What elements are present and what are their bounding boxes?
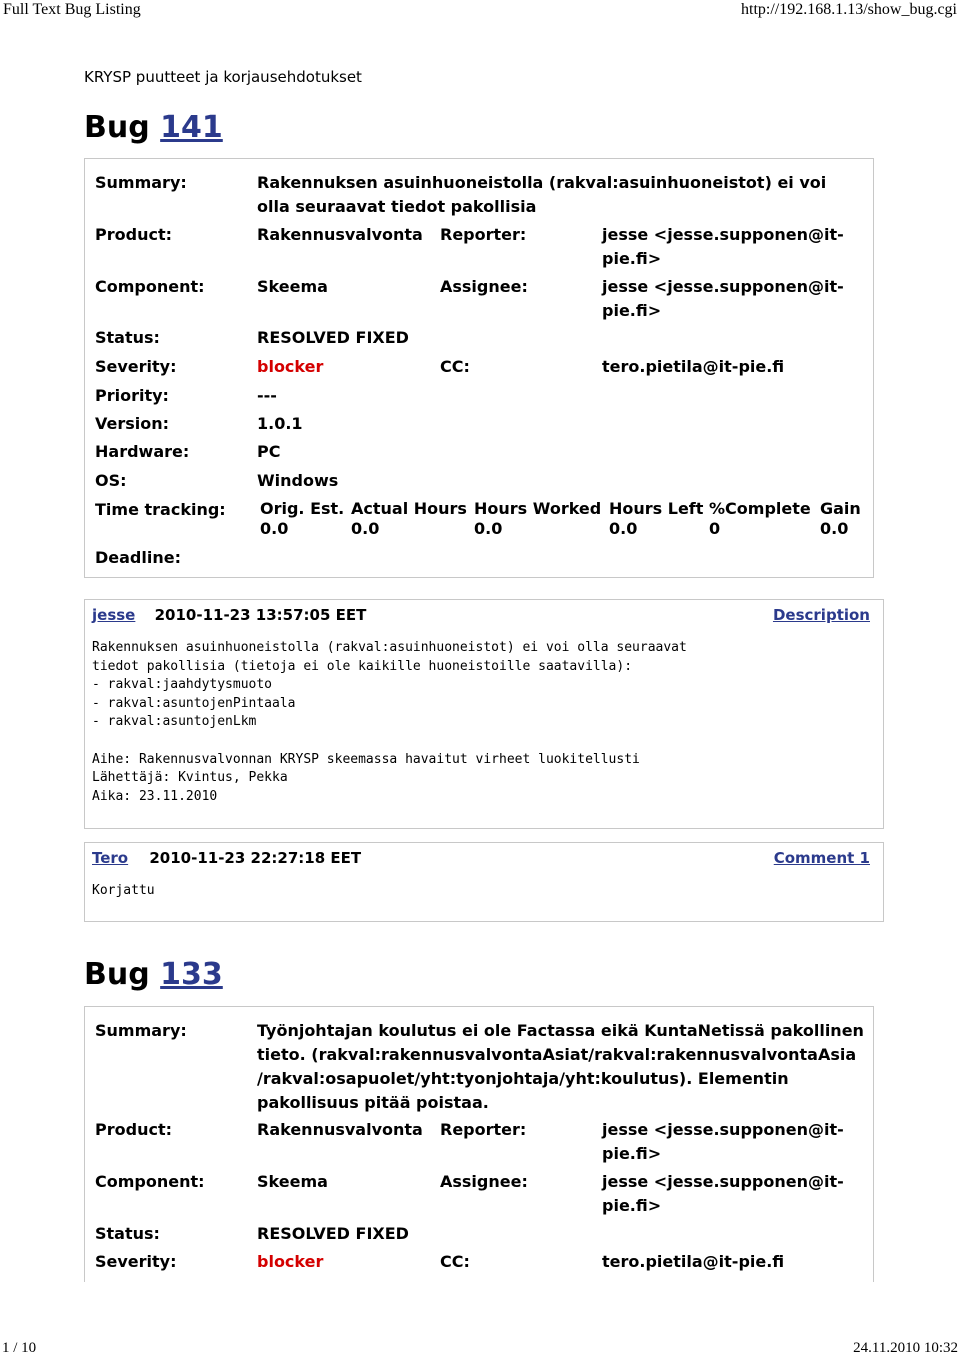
- product-value: Rakennusvalvonta: [257, 225, 423, 244]
- time-value: 0.0: [820, 519, 849, 538]
- assignee-line: pie.fi>: [602, 1196, 662, 1215]
- assignee-value: [602, 275, 852, 323]
- bug-heading-prefix: Bug: [84, 957, 150, 992]
- priority-label: Priority:: [95, 386, 169, 405]
- reporter-value: [602, 223, 852, 271]
- comment-line: - rakval:asuntojenLkm: [92, 714, 257, 730]
- comment-line: Lähettäjä: Kvintus, Pekka: [92, 770, 288, 786]
- status-label: Status:: [95, 328, 160, 347]
- time-header: Gain: [820, 499, 861, 518]
- comment-author-link[interactable]: jesse: [92, 606, 136, 624]
- product-label: Product:: [95, 1120, 172, 1139]
- summary-line: tieto. (rakval:rakennusvalvontaAsiat/rakval:rakennusvalvontaAsia: [257, 1045, 857, 1064]
- print-url: http://192.168.1.13/show_bug.cgi: [741, 1, 957, 18]
- time-header: Orig. Est.: [260, 499, 345, 518]
- hardware-label: Hardware:: [95, 442, 190, 461]
- severity-value: blocker: [257, 357, 324, 376]
- status-value: RESOLVED FIXED: [257, 328, 409, 347]
- comment-anchor: [774, 849, 870, 867]
- print-datetime: 24.11.2010 10:32: [853, 1340, 958, 1356]
- comment-line: [92, 732, 687, 751]
- time-header: %Complete: [709, 499, 811, 518]
- priority-value: ---: [257, 386, 277, 405]
- summary-line: Työnjohtajan koulutus ei ole Factassa eikä KuntaNetissä pakollinen: [257, 1021, 864, 1040]
- summary-line: Rakennuksen asuinhuoneistolla (rakval:asuinhuoneistot) ei voi: [257, 173, 827, 192]
- component-value: Skeema: [257, 277, 328, 296]
- time-value: 0: [709, 519, 721, 538]
- reporter-line: jesse <jesse.supponen@it-: [602, 225, 844, 244]
- cc-value: tero.pietila@it-pie.fi: [602, 357, 785, 376]
- comment-line: Rakennuksen asuinhuoneistolla (rakval:asuinhuoneistot) ei voi olla seuraavat: [92, 640, 687, 655]
- time-tracking-label: Time tracking:: [95, 500, 226, 519]
- cc-label: CC:: [440, 1252, 470, 1271]
- os-label: OS:: [95, 471, 127, 490]
- bug-133-heading: [84, 957, 223, 992]
- reporter-value: [602, 1118, 852, 1166]
- comment-description: [84, 599, 884, 829]
- comment-line: - rakval:asuntojenPintaala: [92, 695, 296, 711]
- reporter-line: pie.fi>: [602, 1144, 662, 1163]
- severity-value: blocker: [257, 1252, 324, 1271]
- bug-heading-prefix: Bug: [84, 110, 150, 145]
- version-label: Version:: [95, 414, 170, 433]
- assignee-line: jesse <jesse.supponen@it-: [602, 277, 844, 296]
- comment-1-link[interactable]: Comment 1: [773, 849, 870, 867]
- print-title: Full Text Bug Listing: [3, 1, 141, 18]
- os-value: Windows: [257, 471, 339, 490]
- time-value: 0.0: [474, 519, 503, 538]
- comment-line: Aika: 23.11.2010: [92, 788, 218, 804]
- time-value: 0.0: [351, 519, 380, 538]
- version-value: 1.0.1: [257, 414, 303, 433]
- comment-anchor: [773, 606, 870, 624]
- reporter-line: pie.fi>: [602, 249, 662, 268]
- assignee-value: [602, 1170, 852, 1218]
- bug-133-link[interactable]: 133: [160, 957, 223, 992]
- comment-author-link[interactable]: Tero: [92, 849, 129, 867]
- assignee-line: jesse <jesse.supponen@it-: [602, 1172, 844, 1191]
- reporter-label: Reporter:: [440, 225, 527, 244]
- product-value: Rakennusvalvonta: [257, 1120, 423, 1139]
- time-header: Hours Left: [609, 499, 704, 518]
- comment-body: [92, 639, 687, 806]
- summary-label: Summary:: [95, 1021, 187, 1040]
- summary-line: olla seuraavat tiedot pakollisia: [257, 197, 537, 216]
- print-footer: [0, 1340, 960, 1358]
- assignee-label: Assignee:: [440, 277, 528, 296]
- bug-141-fields: [84, 158, 874, 578]
- comment-line: tiedot pakollisia (tietoja ei ole kaikille huoneistoille saatavilla):: [92, 658, 633, 674]
- comment-header: [92, 849, 361, 867]
- comment-date: 2010-11-23 22:27:18 EET: [149, 849, 362, 867]
- comment-line: Aihe: Rakennusvalvonnan KRYSP skeemassa havaitut virheet luokitellusti: [92, 751, 640, 767]
- summary-value: [257, 1019, 869, 1115]
- page-number: 1 / 10: [2, 1340, 37, 1356]
- cc-value: tero.pietila@it-pie.fi: [602, 1252, 785, 1271]
- product-label: Product:: [95, 225, 172, 244]
- time-header: Hours Worked: [474, 499, 602, 518]
- assignee-line: pie.fi>: [602, 301, 662, 320]
- deadline-label: Deadline:: [95, 548, 181, 567]
- cc-label: CC:: [440, 357, 470, 376]
- summary-line: pakollisuus pitää poistaa.: [257, 1093, 489, 1112]
- bug-141-heading: [84, 110, 223, 145]
- severity-label: Severity:: [95, 1252, 177, 1271]
- time-value: 0.0: [260, 519, 289, 538]
- comment-body: Korjattu: [92, 883, 155, 898]
- reporter-line: jesse <jesse.supponen@it-: [602, 1120, 844, 1139]
- print-header: [0, 0, 960, 22]
- summary-value: [257, 171, 857, 219]
- product-subtitle: KRYSP puutteet ja korjausehdotukset: [84, 68, 362, 86]
- comment-1: [84, 842, 884, 922]
- severity-label: Severity:: [95, 357, 177, 376]
- comment-line: - rakval:jaahdytysmuoto: [92, 677, 273, 693]
- component-label: Component:: [95, 1172, 205, 1191]
- component-value: Skeema: [257, 1172, 328, 1191]
- summary-line: /rakval:osapuolet/yht:tyonjohtaja/yht:koulutus). Elementin: [257, 1069, 789, 1088]
- comment-date: 2010-11-23 13:57:05 EET: [154, 606, 367, 624]
- summary-label: Summary:: [95, 173, 187, 192]
- time-header: Actual Hours: [351, 499, 467, 518]
- bug-141-link[interactable]: 141: [160, 110, 223, 145]
- component-label: Component:: [95, 277, 205, 296]
- hardware-value: PC: [257, 442, 281, 461]
- comment-header: [92, 606, 366, 624]
- assignee-label: Assignee:: [440, 1172, 528, 1191]
- reporter-label: Reporter:: [440, 1120, 527, 1139]
- description-link[interactable]: Description: [772, 606, 870, 624]
- status-label: Status:: [95, 1224, 160, 1243]
- status-value: RESOLVED FIXED: [257, 1224, 409, 1243]
- time-value: 0.0: [609, 519, 638, 538]
- bug-133-fields: [84, 1006, 874, 1282]
